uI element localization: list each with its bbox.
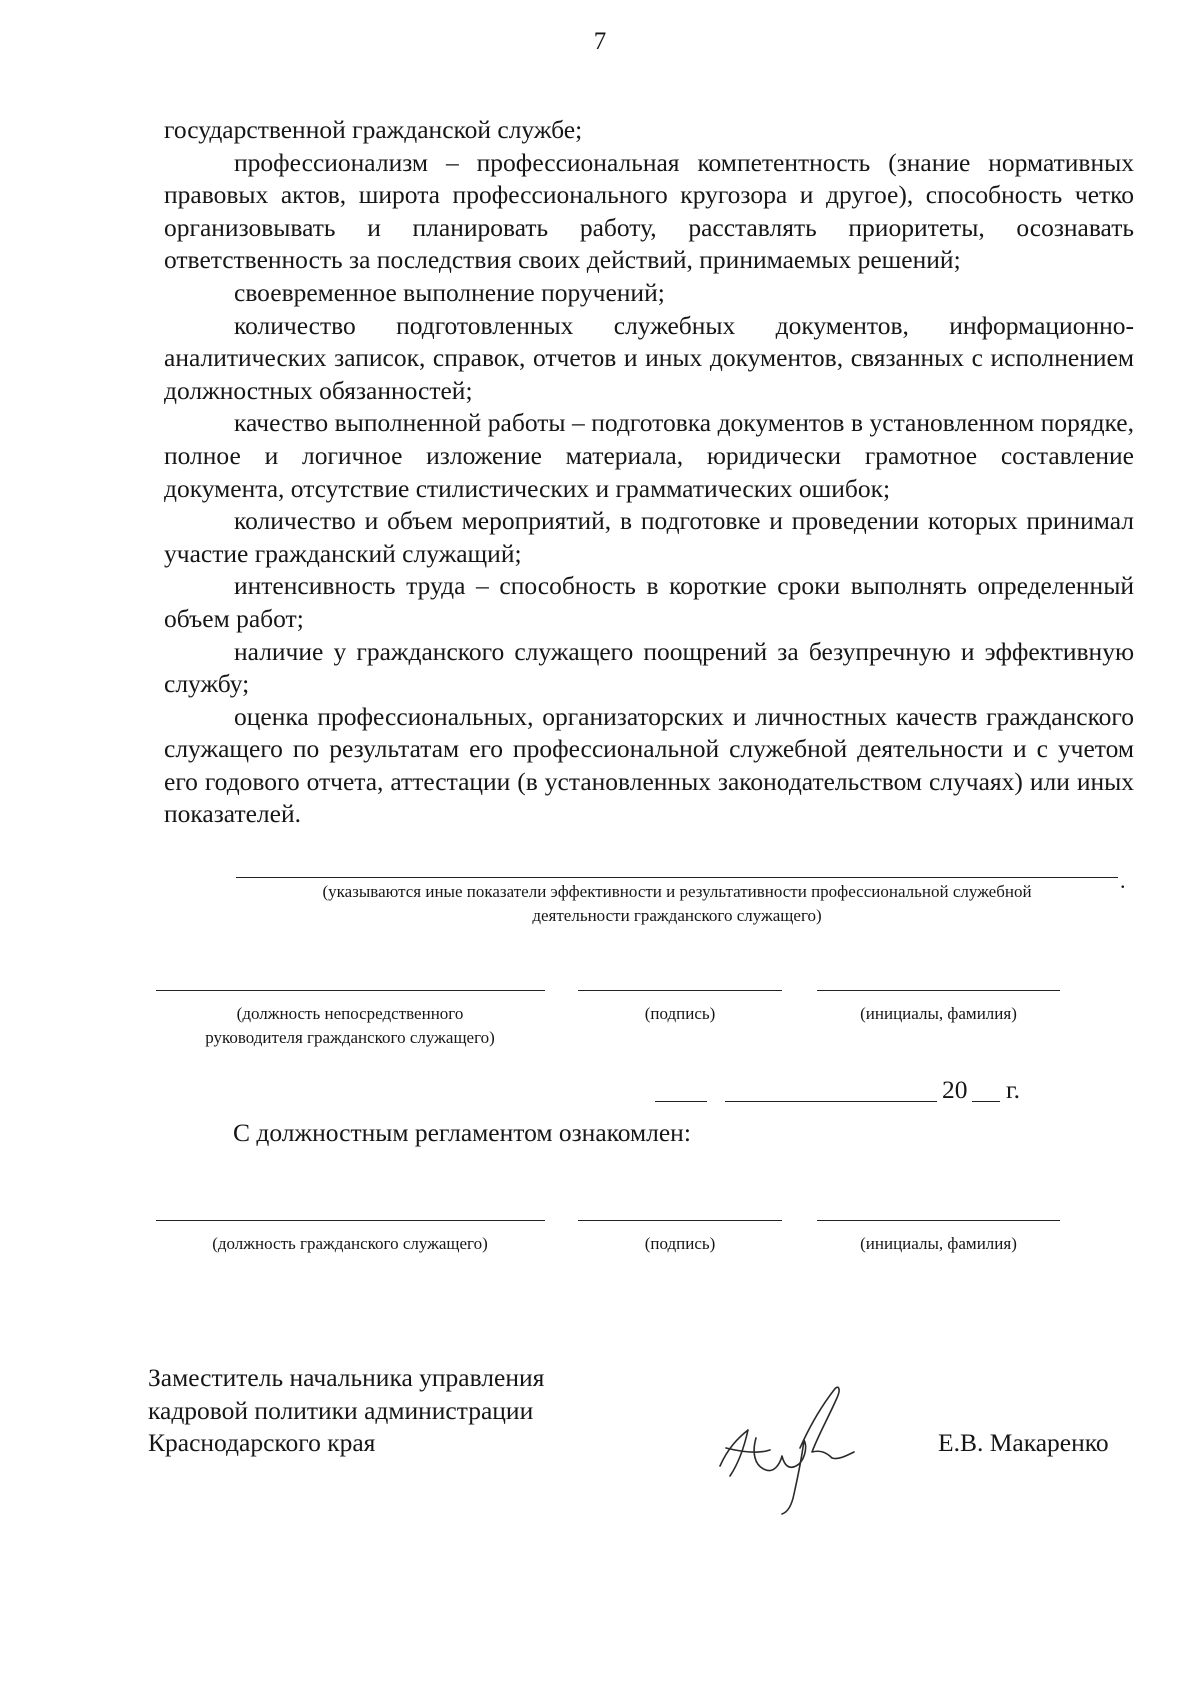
paragraph-continuation: государственной гражданской службе; [164,115,583,144]
acknowledgment-text: С должностным регламентом ознакомлен: [233,1118,691,1147]
date-day-line [655,1101,707,1102]
date-year-suffix: г. [1006,1075,1020,1104]
paragraph-documents-count: количество подготовленных служебных документов, информационно-аналитических записок, справок, отчетов и иных документов, связанных с исполнением должностных обязанностей; [164,310,1134,405]
other-indicators-line [236,877,1118,878]
paragraph-work-intensity: интенсивность труда – способность в короткие сроки выполнять определенный объем работ; [164,571,1134,633]
paragraph-timely-execution: своевременное выполнение поручений; [234,277,665,307]
other-indicators-period: . [1120,868,1126,893]
employee-name-caption: (инициалы, фамилия) [860,1234,1017,1253]
other-indicators-caption: (указываются иные показатели эффективности и результативности профессиональной служебной деятельности гражданского служащего) [322,882,1032,925]
manager-name-line [817,990,1060,991]
paragraph-qualities-assessment: оценка профессиональных, организаторских и личностных качеств гражданского служащего по результатам его профессиональной служебной деятельности и с учетом его годового отчета, аттестации (в установленных законодательством случаях) или иных показателей. [164,701,1134,829]
date-year-line [972,1101,1000,1102]
manager-signature-caption: (подпись) [644,1004,716,1023]
manager-position-line [156,990,545,991]
page-number: 7 [593,28,607,55]
paragraph-events-count: количество и объем мероприятий, в подготовке и проведении которых принимал участие гражданский служащий; [164,506,1134,568]
paragraph-professionalism: профессионализм – профессиональная компетентность (знание нормативных правовых актов, широта профессионального кругозора и другое), способность четко организовывать и планировать работу, расставлять приоритеты, осознавать ответственность за последствия своих действий, принимаемых решений; [164,147,1134,275]
paragraph-awards: наличие у гражданского служащего поощрений за безупречную и эффективную службу; [164,636,1134,699]
manager-name-caption: (инициалы, фамилия) [860,1004,1017,1023]
employee-signature-caption: (подпись) [644,1234,716,1253]
employee-position-line [156,1220,545,1221]
employee-position-caption: (должность гражданского служащего) [212,1234,488,1253]
signatory-name: Е.В. Макаренко [938,1428,1109,1457]
handwritten-signature [708,1378,868,1518]
paragraph-work-quality: качество выполненной работы – подготовка документов в установленном порядке, полное и логичное изложение материала, юридически грамотное составление документа, отсутствие стилистических и грамматических ошибок; [164,408,1134,503]
employee-signature-line [578,1220,782,1221]
indicators-list [164,114,1134,831]
employee-name-line [817,1220,1060,1221]
date-month-line [725,1101,937,1102]
signatory-title: Заместитель начальника управления кадровой политики администрации Краснодарского края [148,1363,545,1458]
date-year-prefix: 20 [942,1075,968,1104]
manager-signature-line [578,990,782,991]
manager-position-caption: (должность непосредственного руководителя гражданского служащего) [205,1004,495,1047]
